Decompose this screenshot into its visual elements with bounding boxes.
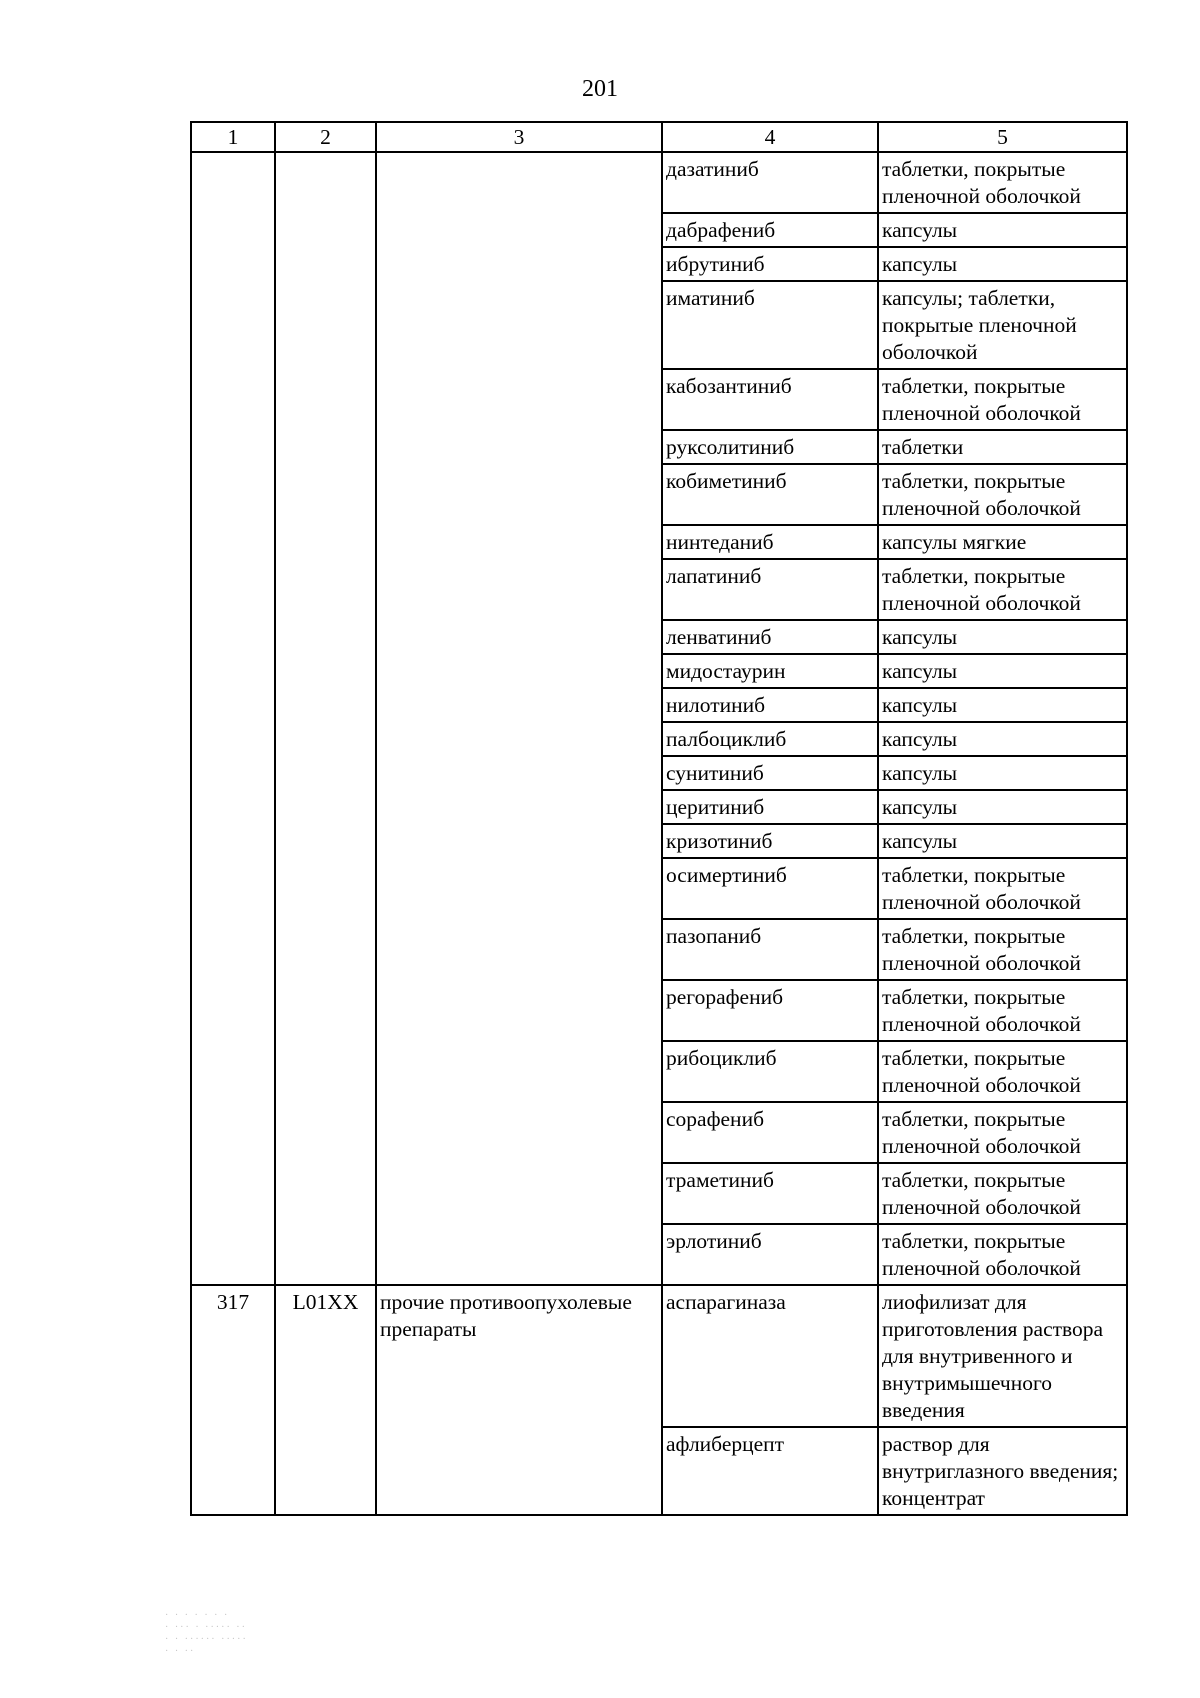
drug-name-cell: осимертиниб	[662, 858, 878, 919]
drug-name-cell: эрлотиниб	[662, 1224, 878, 1285]
dosage-form-cell: таблетки, покрытые пленочной оболочкой	[878, 1102, 1127, 1163]
dosage-form-cell: капсулы мягкие	[878, 525, 1127, 559]
drug-name-cell: руксолитиниб	[662, 430, 878, 464]
dosage-form-cell: раствор для внутриглазного введения; концентрат	[878, 1427, 1127, 1515]
dosage-form-cell: таблетки, покрытые пленочной оболочкой	[878, 858, 1127, 919]
header-cell: 5	[878, 122, 1127, 152]
drug-name-cell: дабрафениб	[662, 213, 878, 247]
header-cell: 4	[662, 122, 878, 152]
drug-table	[190, 121, 1128, 1516]
drug-name-cell: палбоциклиб	[662, 722, 878, 756]
dosage-form-cell: таблетки, покрытые пленочной оболочкой	[878, 1224, 1127, 1285]
drug-name-cell: церитиниб	[662, 790, 878, 824]
dosage-form-cell: капсулы	[878, 620, 1127, 654]
drug-name-cell: регорафениб	[662, 980, 878, 1041]
empty-cell-2	[275, 152, 376, 1285]
dosage-form-cell: таблетки, покрытые пленочной оболочкой	[878, 919, 1127, 980]
dosage-form-cell: таблетки	[878, 430, 1127, 464]
drug-name-cell: афлиберцепт	[662, 1427, 878, 1515]
drug-name-cell: рибоциклиб	[662, 1041, 878, 1102]
header-cell: 2	[275, 122, 376, 152]
atc-code-cell: L01XX	[275, 1285, 376, 1515]
dosage-form-cell: капсулы	[878, 790, 1127, 824]
drug-name-cell: дазатиниб	[662, 152, 878, 213]
dosage-form-cell: капсулы	[878, 688, 1127, 722]
header-cell: 3	[376, 122, 662, 152]
drug-name-cell: пазопаниб	[662, 919, 878, 980]
faded-stamp: · · · · · · · · ··· · ····· ·· · · ······ ····· · · ··	[165, 1610, 248, 1657]
empty-cell-3	[376, 152, 662, 1285]
dosage-form-cell: таблетки, покрытые пленочной оболочкой	[878, 1041, 1127, 1102]
drug-name-cell: кризотиниб	[662, 824, 878, 858]
drug-name-cell: траметиниб	[662, 1163, 878, 1224]
table-row	[191, 152, 1127, 213]
drug-name-cell: кабозантиниб	[662, 369, 878, 430]
dosage-form-cell: таблетки, покрытые пленочной оболочкой	[878, 980, 1127, 1041]
dosage-form-cell: лиофилизат для приготовления раствора для внутривенного и внутримышечного введения	[878, 1285, 1127, 1427]
drug-name-cell: сорафениб	[662, 1102, 878, 1163]
drug-name-cell: нилотиниб	[662, 688, 878, 722]
dosage-form-cell: капсулы	[878, 247, 1127, 281]
empty-cell-1	[191, 152, 275, 1285]
table-row	[191, 1285, 1127, 1427]
dosage-form-cell: таблетки, покрытые пленочной оболочкой	[878, 559, 1127, 620]
drug-name-cell: мидостаурин	[662, 654, 878, 688]
dosage-form-cell: капсулы	[878, 654, 1127, 688]
drug-name-cell: лапатиниб	[662, 559, 878, 620]
group-number-cell: 317	[191, 1285, 275, 1515]
dosage-form-cell: капсулы; таблетки, покрытые пленочной оболочкой	[878, 281, 1127, 369]
dosage-form-cell: капсулы	[878, 824, 1127, 858]
drug-name-cell: аспарагиназа	[662, 1285, 878, 1427]
drug-name-cell: ибрутиниб	[662, 247, 878, 281]
header-cell: 1	[191, 122, 275, 152]
drug-name-cell: нинтеданиб	[662, 525, 878, 559]
dosage-form-cell: таблетки, покрытые пленочной оболочкой	[878, 152, 1127, 213]
dosage-form-cell: капсулы	[878, 213, 1127, 247]
table-header-row	[191, 122, 1127, 152]
page-number: 201	[582, 76, 618, 102]
group-name-cell: прочие противоопухолевые препараты	[376, 1285, 662, 1515]
dosage-form-cell: таблетки, покрытые пленочной оболочкой	[878, 1163, 1127, 1224]
dosage-form-cell: капсулы	[878, 756, 1127, 790]
dosage-form-cell: таблетки, покрытые пленочной оболочкой	[878, 464, 1127, 525]
drug-name-cell: иматиниб	[662, 281, 878, 369]
drug-name-cell: кобиметиниб	[662, 464, 878, 525]
dosage-form-cell: таблетки, покрытые пленочной оболочкой	[878, 369, 1127, 430]
drug-name-cell: ленватиниб	[662, 620, 878, 654]
drug-name-cell: сунитиниб	[662, 756, 878, 790]
dosage-form-cell: капсулы	[878, 722, 1127, 756]
